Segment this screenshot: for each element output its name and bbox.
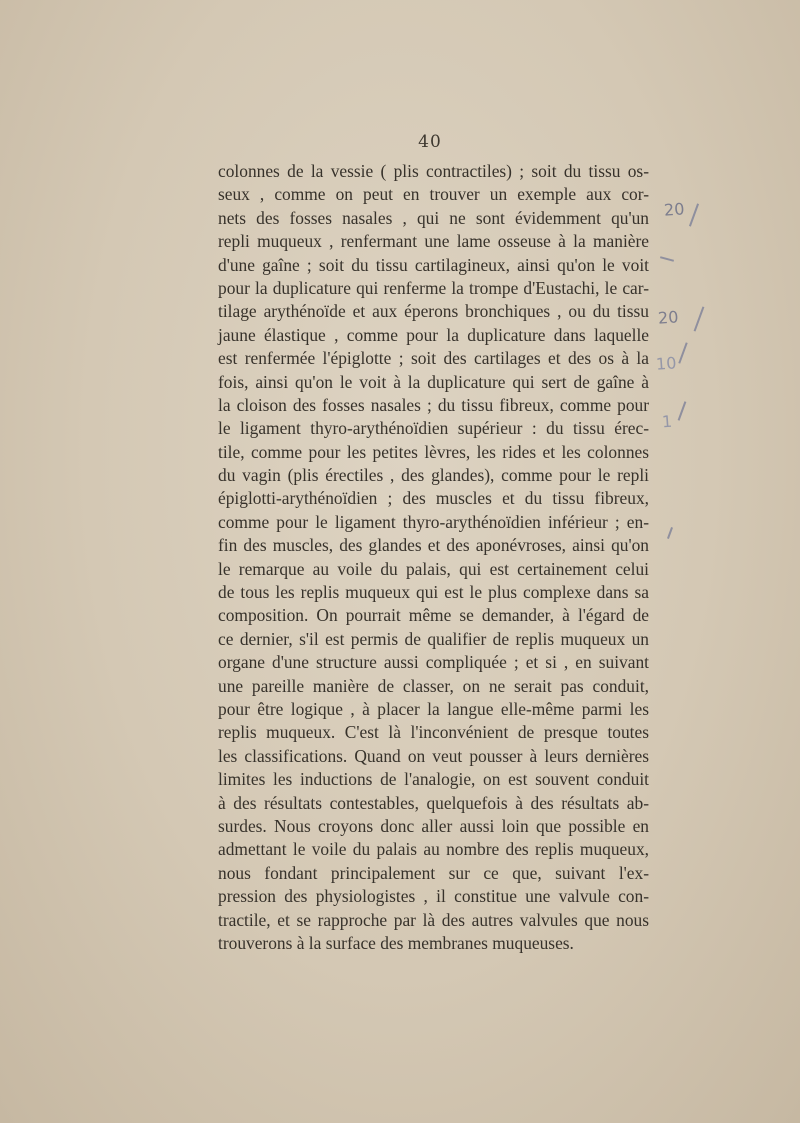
text-line: pour la duplicature qui renferme la trompe d'Eustachi, le car- bbox=[218, 277, 649, 298]
text-line: épiglotti-arythénoïdien ; des muscles et du tissu fibreux, bbox=[218, 488, 649, 509]
pencil-slash-mark bbox=[689, 203, 699, 226]
page-number: 40 bbox=[418, 132, 442, 152]
text-line: nous fondant principalement sur ce que, suivant l'ex- bbox=[218, 862, 649, 883]
text-line: replis muqueux. C'est là l'inconvénient de presque toutes bbox=[218, 722, 649, 743]
body-text bbox=[218, 160, 649, 955]
margin-note: 10 bbox=[655, 353, 677, 374]
text-line: repli muqueux , renfermant une lame osseuse à la manière bbox=[218, 231, 649, 252]
pencil-slash-mark bbox=[678, 401, 687, 420]
text-line: à des résultats contestables, quelquefois à des résultats ab- bbox=[218, 792, 649, 813]
text-line: fois, ainsi qu'on le voit à la duplicature qui sert de gaîne à bbox=[218, 371, 649, 392]
text-line: d'une gaîne ; soit du tissu cartilagineux, ainsi qu'on le voit bbox=[218, 254, 649, 275]
text-line: tractile, et se rapproche par là des autres valvules que nous bbox=[218, 909, 649, 930]
pencil-tick-mark bbox=[667, 527, 673, 539]
text-line: admettant le voile du palais au nombre des replis muqueux, bbox=[218, 839, 649, 860]
text-line: une pareille manière de classer, on ne serait pas conduit, bbox=[218, 675, 649, 696]
text-line: la cloison des fosses nasales ; du tissu fibreux, comme pour bbox=[218, 394, 649, 415]
text-line: de tous les replis muqueux qui est le plus complexe dans sa bbox=[218, 582, 649, 603]
pencil-slash-mark bbox=[694, 306, 705, 331]
text-line: tile, comme pour les petites lèvres, les rides et les colonnes bbox=[218, 441, 649, 462]
text-line: jaune élastique , comme pour la duplicature dans laquelle bbox=[218, 324, 649, 345]
text-line: pour être logique , à placer la langue elle-même parmi les bbox=[218, 698, 649, 719]
margin-note: 1 bbox=[661, 411, 673, 432]
text-line: du vagin (plis érectiles , des glandes), comme pour le repli bbox=[218, 465, 649, 486]
text-line: tilage arythénoïde et aux éperons bronchiques , ou du tissu bbox=[218, 301, 649, 322]
pencil-dash-mark bbox=[660, 256, 674, 262]
text-line: ce dernier, s'il est permis de qualifier de replis muqueux un bbox=[218, 628, 649, 649]
text-line: comme pour le ligament thyro-arythénoïdien inférieur ; en- bbox=[218, 511, 649, 532]
text-line: est renfermée l'épiglotte ; soit des cartilages et des os à la bbox=[218, 348, 649, 369]
text-line: organe d'une structure aussi compliquée ; et si , en suivant bbox=[218, 652, 649, 673]
text-line: trouverons à la surface des membranes muqueuses. bbox=[218, 932, 574, 953]
text-line: le remarque au voile du palais, qui est certainement celui bbox=[218, 558, 649, 579]
text-line: le ligament thyro-arythénoïdien supérieur : du tissu érec- bbox=[218, 418, 649, 439]
text-line: colonnes de la vessie ( plis contractiles) ; soit du tissu os- bbox=[218, 161, 649, 181]
text-line: nets des fosses nasales , qui ne sont évidemment qu'un bbox=[218, 207, 649, 228]
text-line: limites les inductions de l'analogie, on est souvent conduit bbox=[218, 769, 649, 790]
text-line: fin des muscles, des glandes et des aponévroses, ainsi qu'on bbox=[218, 535, 649, 556]
pencil-slash-mark bbox=[678, 342, 687, 363]
text-line: composition. On pourrait même se demander, à l'égard de bbox=[218, 605, 649, 626]
text-line: pression des physiologistes , il constitue une valvule con- bbox=[218, 886, 649, 907]
text-line: les classifications. Quand on veut pousser à leurs dernières bbox=[218, 745, 649, 766]
margin-note: 20 bbox=[663, 199, 685, 220]
text-line: seux , comme on peut en trouver un exemple aux cor- bbox=[218, 184, 649, 205]
margin-note: 20 bbox=[657, 307, 679, 328]
text-line: surdes. Nous croyons donc aller aussi loin que possible en bbox=[218, 815, 649, 836]
